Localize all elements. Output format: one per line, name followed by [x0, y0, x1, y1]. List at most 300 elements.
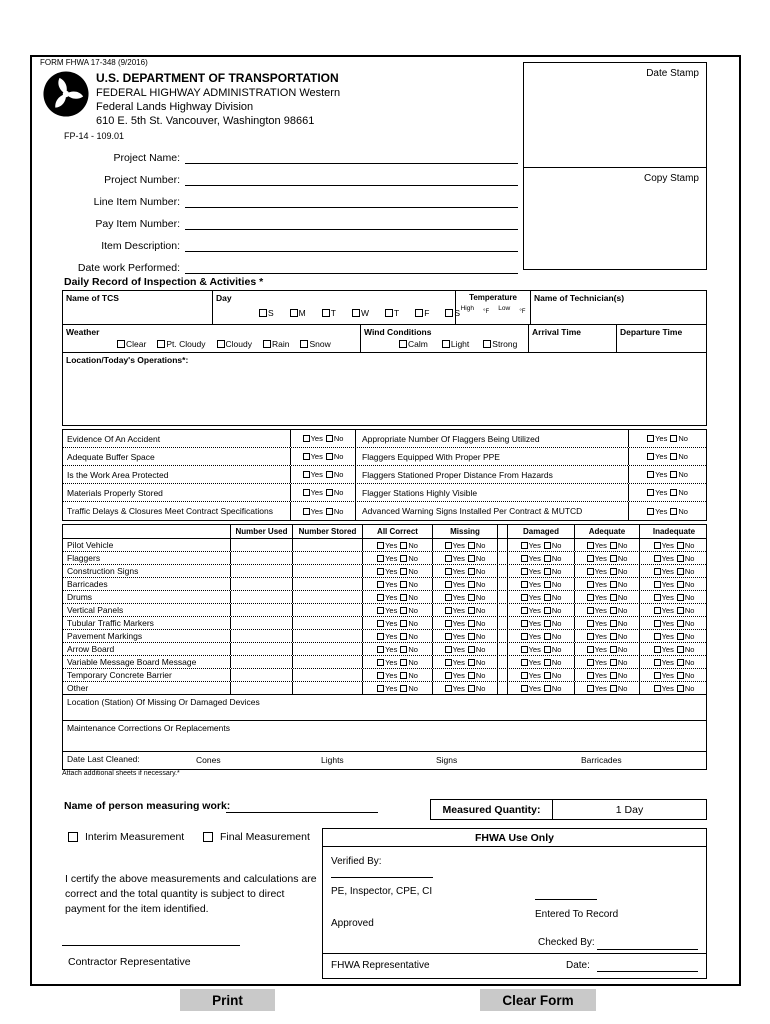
yes-checkbox[interactable] — [587, 581, 594, 588]
no-checkbox[interactable] — [400, 646, 407, 653]
number-stored-cell[interactable] — [293, 552, 363, 564]
no-checkbox[interactable] — [544, 646, 551, 653]
wind-checkbox[interactable] — [399, 340, 407, 348]
weather-checkbox[interactable] — [300, 340, 308, 348]
missing-cell — [433, 656, 498, 668]
no-checkbox[interactable] — [610, 633, 617, 640]
yes-label: Yes — [452, 631, 465, 641]
cleaned-item-label: Cones — [196, 755, 221, 765]
yes-checkbox[interactable] — [654, 594, 661, 601]
yes-checkbox[interactable] — [303, 453, 310, 460]
no-label: No — [684, 631, 695, 641]
yes-checkbox[interactable] — [521, 581, 528, 588]
number-used-cell[interactable] — [231, 669, 293, 681]
yes-checkbox[interactable] — [521, 633, 528, 640]
yes-checkbox[interactable] — [654, 555, 661, 562]
no-checkbox[interactable] — [400, 685, 407, 692]
yes-checkbox[interactable] — [587, 555, 594, 562]
number-used-cell[interactable] — [231, 682, 293, 694]
inadequate-cell — [640, 539, 708, 551]
no-checkbox[interactable] — [468, 594, 475, 601]
wind-option-label: Light — [450, 339, 470, 349]
number-used-cell[interactable] — [231, 630, 293, 642]
yes-checkbox[interactable] — [521, 646, 528, 653]
yes-checkbox[interactable] — [587, 672, 594, 679]
number-stored-cell[interactable] — [293, 656, 363, 668]
interim-measurement-group — [68, 831, 184, 843]
yes-checkbox[interactable] — [445, 633, 452, 640]
yes-checkbox[interactable] — [521, 542, 528, 549]
weather-label: Weather — [66, 327, 100, 337]
device-table — [62, 524, 707, 770]
yes-label: Yes — [594, 553, 607, 563]
yes-checkbox[interactable] — [377, 646, 384, 653]
yes-checkbox[interactable] — [377, 620, 384, 627]
yes-checkbox[interactable] — [647, 508, 654, 515]
spacer-cell — [498, 669, 508, 681]
yes-checkbox[interactable] — [521, 620, 528, 627]
no-checkbox[interactable] — [468, 672, 475, 679]
no-label: No — [475, 683, 486, 693]
yes-label: Yes — [452, 618, 465, 628]
device-name: Construction Signs — [63, 565, 231, 577]
yes-checkbox[interactable] — [445, 542, 452, 549]
no-checkbox[interactable] — [610, 555, 617, 562]
no-checkbox[interactable] — [677, 568, 684, 575]
final-measurement-checkbox[interactable] — [203, 832, 213, 842]
no-checkbox[interactable] — [468, 646, 475, 653]
measured-quantity-label: Measured Quantity: — [431, 800, 553, 819]
number-stored-cell[interactable] — [293, 591, 363, 603]
yes-checkbox[interactable] — [377, 568, 384, 575]
weather-checkbox[interactable] — [117, 340, 125, 348]
no-checkbox[interactable] — [400, 672, 407, 679]
item-description-label: Item Description: — [101, 240, 180, 252]
no-checkbox[interactable] — [544, 685, 551, 692]
no-checkbox[interactable] — [610, 581, 617, 588]
number-used-cell[interactable] — [231, 643, 293, 655]
yes-checkbox[interactable] — [521, 672, 528, 679]
cleaned-item-label: Lights — [321, 755, 344, 765]
no-checkbox[interactable] — [326, 471, 333, 478]
no-checkbox[interactable] — [677, 659, 684, 666]
yes-label: Yes — [594, 566, 607, 576]
weather-checkbox[interactable] — [263, 340, 271, 348]
no-checkbox[interactable] — [677, 542, 684, 549]
device-name: Arrow Board — [63, 643, 231, 655]
yes-checkbox[interactable] — [303, 489, 310, 496]
day-label: Day — [216, 293, 232, 303]
spacer-cell — [498, 643, 508, 655]
yes-checkbox[interactable] — [445, 672, 452, 679]
device-name: Drums — [63, 591, 231, 603]
date-input[interactable] — [597, 971, 698, 972]
missing-cell — [433, 617, 498, 629]
adequate-cell — [575, 643, 640, 655]
item-description-input[interactable] — [185, 239, 518, 252]
yes-label: Yes — [661, 592, 674, 602]
location-operations-cell[interactable] — [63, 353, 706, 425]
no-label: No — [408, 553, 418, 563]
question-right-answer — [629, 502, 706, 520]
no-checkbox[interactable] — [400, 607, 407, 614]
project-name-input[interactable] — [185, 151, 518, 164]
no-checkbox[interactable] — [677, 555, 684, 562]
degrees-f-label: °F — [483, 309, 490, 315]
no-checkbox[interactable] — [326, 453, 333, 460]
no-checkbox[interactable] — [610, 568, 617, 575]
question-left-label: Traffic Delays & Closures Meet Contract Specifications — [63, 502, 291, 520]
number-stored-cell[interactable] — [293, 682, 363, 694]
device-row — [63, 617, 706, 630]
yes-checkbox[interactable] — [654, 581, 661, 588]
no-checkbox[interactable] — [544, 633, 551, 640]
no-checkbox[interactable] — [544, 659, 551, 666]
day-checkbox[interactable] — [415, 309, 423, 317]
number-used-cell[interactable] — [231, 539, 293, 551]
no-checkbox[interactable] — [610, 672, 617, 679]
no-checkbox[interactable] — [468, 659, 475, 666]
yes-label: Yes — [385, 657, 398, 667]
measuring-work-input[interactable] — [226, 800, 378, 813]
number-stored-cell[interactable] — [293, 604, 363, 616]
arrival-time-cell[interactable] — [529, 325, 617, 352]
yes-checkbox[interactable] — [654, 659, 661, 666]
no-checkbox[interactable] — [670, 489, 677, 496]
wind-checkbox[interactable] — [483, 340, 491, 348]
yes-checkbox[interactable] — [377, 672, 384, 679]
final-measurement-label: Final Measurement — [220, 831, 310, 843]
no-checkbox[interactable] — [400, 568, 407, 575]
low-label: Low — [498, 305, 511, 312]
number-used-cell[interactable] — [231, 552, 293, 564]
yes-label: Yes — [385, 540, 398, 550]
yes-checkbox[interactable] — [445, 594, 452, 601]
inadequate-cell — [640, 578, 708, 590]
contractor-signature-line[interactable] — [62, 932, 240, 946]
yes-checkbox[interactable] — [587, 542, 594, 549]
no-checkbox[interactable] — [468, 542, 475, 549]
number-used-cell[interactable] — [231, 591, 293, 603]
date-label: Date: — [566, 960, 590, 971]
no-checkbox[interactable] — [468, 685, 475, 692]
no-label: No — [551, 540, 562, 550]
number-used-cell[interactable] — [231, 565, 293, 577]
maintenance-row[interactable] — [63, 721, 706, 752]
no-checkbox[interactable] — [400, 594, 407, 601]
no-checkbox[interactable] — [326, 435, 333, 442]
no-checkbox[interactable] — [544, 672, 551, 679]
no-checkbox[interactable] — [544, 542, 551, 549]
all-correct-cell — [363, 617, 433, 629]
clear-form-button[interactable]: Clear Form — [480, 989, 596, 1011]
yes-checkbox[interactable] — [587, 633, 594, 640]
pay-item-number-input[interactable] — [185, 217, 518, 230]
number-used-cell[interactable] — [231, 617, 293, 629]
weather-row — [63, 325, 706, 353]
no-checkbox[interactable] — [610, 646, 617, 653]
yes-checkbox[interactable] — [445, 568, 452, 575]
yes-checkbox[interactable] — [647, 489, 654, 496]
yes-checkbox[interactable] — [587, 568, 594, 575]
yes-checkbox[interactable] — [587, 594, 594, 601]
day-option — [290, 308, 310, 318]
date-last-cleaned-row[interactable] — [63, 752, 706, 769]
no-checkbox[interactable] — [677, 594, 684, 601]
question-left-answer — [291, 448, 356, 465]
question-left-answer — [291, 502, 356, 520]
line-item-number-input[interactable] — [185, 195, 518, 208]
entered-to-record-input[interactable] — [535, 899, 597, 900]
name-of-tcs-cell[interactable] — [63, 291, 213, 324]
yes-checkbox[interactable] — [647, 453, 654, 460]
division-title: Federal Lands Highway Division — [96, 101, 254, 113]
yes-checkbox[interactable] — [377, 555, 384, 562]
technician-cell[interactable] — [531, 291, 706, 324]
no-label: No — [678, 452, 688, 461]
no-label: No — [475, 657, 486, 667]
wind-option — [442, 339, 473, 349]
print-button[interactable]: Print — [180, 989, 275, 1011]
no-checkbox[interactable] — [544, 620, 551, 627]
number-stored-cell[interactable] — [293, 617, 363, 629]
no-checkbox[interactable] — [677, 685, 684, 692]
no-checkbox[interactable] — [544, 607, 551, 614]
yes-label: Yes — [452, 657, 465, 667]
number-used-cell[interactable] — [231, 578, 293, 590]
number-stored-cell[interactable] — [293, 630, 363, 642]
no-checkbox[interactable] — [468, 607, 475, 614]
temperature-cell[interactable] — [456, 291, 531, 324]
yes-checkbox[interactable] — [521, 607, 528, 614]
day-checkbox[interactable] — [352, 309, 360, 317]
no-label: No — [684, 540, 695, 550]
yes-checkbox[interactable] — [654, 542, 661, 549]
weather-checkbox[interactable] — [157, 340, 165, 348]
inadequate-cell — [640, 656, 708, 668]
yes-checkbox[interactable] — [654, 620, 661, 627]
no-label: No — [684, 670, 695, 680]
yes-checkbox[interactable] — [521, 568, 528, 575]
yes-checkbox[interactable] — [647, 435, 654, 442]
yes-label: Yes — [452, 592, 465, 602]
number-stored-cell[interactable] — [293, 565, 363, 577]
yes-checkbox[interactable] — [377, 633, 384, 640]
number-stored-cell[interactable] — [293, 669, 363, 681]
location-missing-row[interactable] — [63, 695, 706, 721]
no-checkbox[interactable] — [400, 633, 407, 640]
no-checkbox[interactable] — [670, 453, 677, 460]
device-row — [63, 552, 706, 565]
no-checkbox[interactable] — [468, 555, 475, 562]
no-label: No — [475, 592, 486, 602]
no-checkbox[interactable] — [610, 607, 617, 614]
yes-checkbox[interactable] — [521, 685, 528, 692]
inadequate-cell — [640, 643, 708, 655]
adequate-cell — [575, 669, 640, 681]
no-checkbox[interactable] — [468, 620, 475, 627]
yes-checkbox[interactable] — [445, 659, 452, 666]
day-checkbox[interactable] — [322, 309, 330, 317]
yes-label: Yes — [385, 618, 398, 628]
day-checkbox[interactable] — [445, 309, 453, 317]
weather-checkbox[interactable] — [217, 340, 225, 348]
yes-checkbox[interactable] — [521, 555, 528, 562]
no-label: No — [684, 592, 695, 602]
no-checkbox[interactable] — [468, 568, 475, 575]
yes-checkbox[interactable] — [377, 594, 384, 601]
yes-checkbox[interactable] — [521, 659, 528, 666]
yes-checkbox[interactable] — [654, 685, 661, 692]
no-checkbox[interactable] — [544, 581, 551, 588]
no-checkbox[interactable] — [677, 581, 684, 588]
no-checkbox[interactable] — [326, 489, 333, 496]
number-stored-cell[interactable] — [293, 643, 363, 655]
yes-checkbox[interactable] — [445, 555, 452, 562]
all-correct-cell — [363, 552, 433, 564]
question-left-answer — [291, 466, 356, 483]
number-used-cell[interactable] — [231, 656, 293, 668]
day-checkbox[interactable] — [259, 309, 267, 317]
yes-label: Yes — [594, 657, 607, 667]
yes-checkbox[interactable] — [587, 607, 594, 614]
missing-cell — [433, 552, 498, 564]
yes-label: Yes — [452, 579, 465, 589]
yes-checkbox[interactable] — [587, 685, 594, 692]
line-item-number-label: Line Item Number: — [93, 196, 180, 208]
location-operations-label: Location/Today's Operations*: — [66, 355, 189, 365]
missing-cell — [433, 669, 498, 681]
no-checkbox[interactable] — [610, 659, 617, 666]
yes-checkbox[interactable] — [587, 646, 594, 653]
yes-checkbox[interactable] — [377, 607, 384, 614]
day-checkbox[interactable] — [290, 309, 298, 317]
no-checkbox[interactable] — [677, 633, 684, 640]
no-label: No — [617, 592, 628, 602]
date-work-performed-input[interactable] — [185, 261, 518, 274]
no-checkbox[interactable] — [677, 672, 684, 679]
yes-label: Yes — [594, 540, 607, 550]
no-checkbox[interactable] — [670, 435, 677, 442]
no-checkbox[interactable] — [400, 620, 407, 627]
no-checkbox[interactable] — [670, 471, 677, 478]
yes-checkbox[interactable] — [377, 685, 384, 692]
no-label: No — [617, 618, 628, 628]
device-row — [63, 669, 706, 682]
yes-checkbox[interactable] — [647, 471, 654, 478]
yes-label: Yes — [385, 631, 398, 641]
yes-label: Yes — [385, 553, 398, 563]
yes-checkbox[interactable] — [654, 607, 661, 614]
wind-conditions-cell — [361, 325, 529, 352]
no-checkbox[interactable] — [400, 542, 407, 549]
no-label: No — [551, 605, 562, 615]
yes-checkbox[interactable] — [445, 685, 452, 692]
yes-label: Yes — [594, 618, 607, 628]
no-checkbox[interactable] — [468, 581, 475, 588]
no-checkbox[interactable] — [400, 555, 407, 562]
yes-checkbox[interactable] — [445, 620, 452, 627]
yes-checkbox[interactable] — [303, 471, 310, 478]
no-checkbox[interactable] — [400, 581, 407, 588]
departure-time-cell[interactable] — [617, 325, 706, 352]
final-measurement-group — [203, 831, 310, 843]
no-checkbox[interactable] — [544, 594, 551, 601]
no-checkbox[interactable] — [677, 646, 684, 653]
yes-checkbox[interactable] — [654, 633, 661, 640]
number-stored-cell[interactable] — [293, 539, 363, 551]
interim-measurement-checkbox[interactable] — [68, 832, 78, 842]
yes-checkbox[interactable] — [654, 672, 661, 679]
day-option-label: F — [424, 308, 430, 318]
no-checkbox[interactable] — [670, 508, 677, 515]
yes-checkbox[interactable] — [445, 646, 452, 653]
no-label: No — [408, 683, 418, 693]
yes-checkbox[interactable] — [445, 581, 452, 588]
yes-label: Yes — [594, 631, 607, 641]
no-checkbox[interactable] — [544, 555, 551, 562]
no-checkbox[interactable] — [468, 633, 475, 640]
yes-checkbox[interactable] — [445, 607, 452, 614]
yes-checkbox[interactable] — [587, 620, 594, 627]
yes-label: Yes — [452, 540, 465, 550]
no-label: No — [408, 670, 418, 680]
yes-checkbox[interactable] — [654, 568, 661, 575]
no-checkbox[interactable] — [400, 659, 407, 666]
no-checkbox[interactable] — [610, 594, 617, 601]
no-checkbox[interactable] — [677, 607, 684, 614]
yes-checkbox[interactable] — [587, 659, 594, 666]
yes-checkbox[interactable] — [303, 508, 310, 515]
day-option-label: S — [268, 308, 274, 318]
technician-label: Name of Technician(s) — [534, 293, 625, 303]
number-stored-cell[interactable] — [293, 578, 363, 590]
no-checkbox[interactable] — [677, 620, 684, 627]
wind-checkbox[interactable] — [442, 340, 450, 348]
no-checkbox[interactable] — [326, 508, 333, 515]
wind-option — [399, 339, 432, 349]
yes-checkbox[interactable] — [654, 646, 661, 653]
no-checkbox[interactable] — [610, 542, 617, 549]
number-used-cell[interactable] — [231, 604, 293, 616]
no-label: No — [475, 540, 486, 550]
no-label: No — [617, 553, 628, 563]
yes-checkbox[interactable] — [377, 542, 384, 549]
question-left-label: Adequate Buffer Space — [63, 448, 291, 465]
checked-by-input[interactable] — [597, 949, 698, 950]
spacer-cell — [498, 552, 508, 564]
yes-checkbox[interactable] — [521, 594, 528, 601]
no-label: No — [408, 644, 418, 654]
no-label: No — [408, 592, 418, 602]
yes-checkbox[interactable] — [377, 659, 384, 666]
yes-label: Yes — [661, 657, 674, 667]
no-checkbox[interactable] — [610, 620, 617, 627]
device-row — [63, 565, 706, 578]
damaged-cell — [508, 565, 575, 577]
verified-by-input[interactable] — [331, 877, 433, 878]
project-number-input[interactable] — [185, 173, 518, 186]
line-item-number-row — [38, 194, 518, 208]
day-checkbox[interactable] — [385, 309, 393, 317]
header-all-correct: All Correct — [363, 525, 433, 538]
yes-checkbox[interactable] — [303, 435, 310, 442]
no-label: No — [408, 618, 418, 628]
yes-checkbox[interactable] — [377, 581, 384, 588]
no-checkbox[interactable] — [544, 568, 551, 575]
yes-label: Yes — [655, 506, 668, 516]
no-checkbox[interactable] — [610, 685, 617, 692]
